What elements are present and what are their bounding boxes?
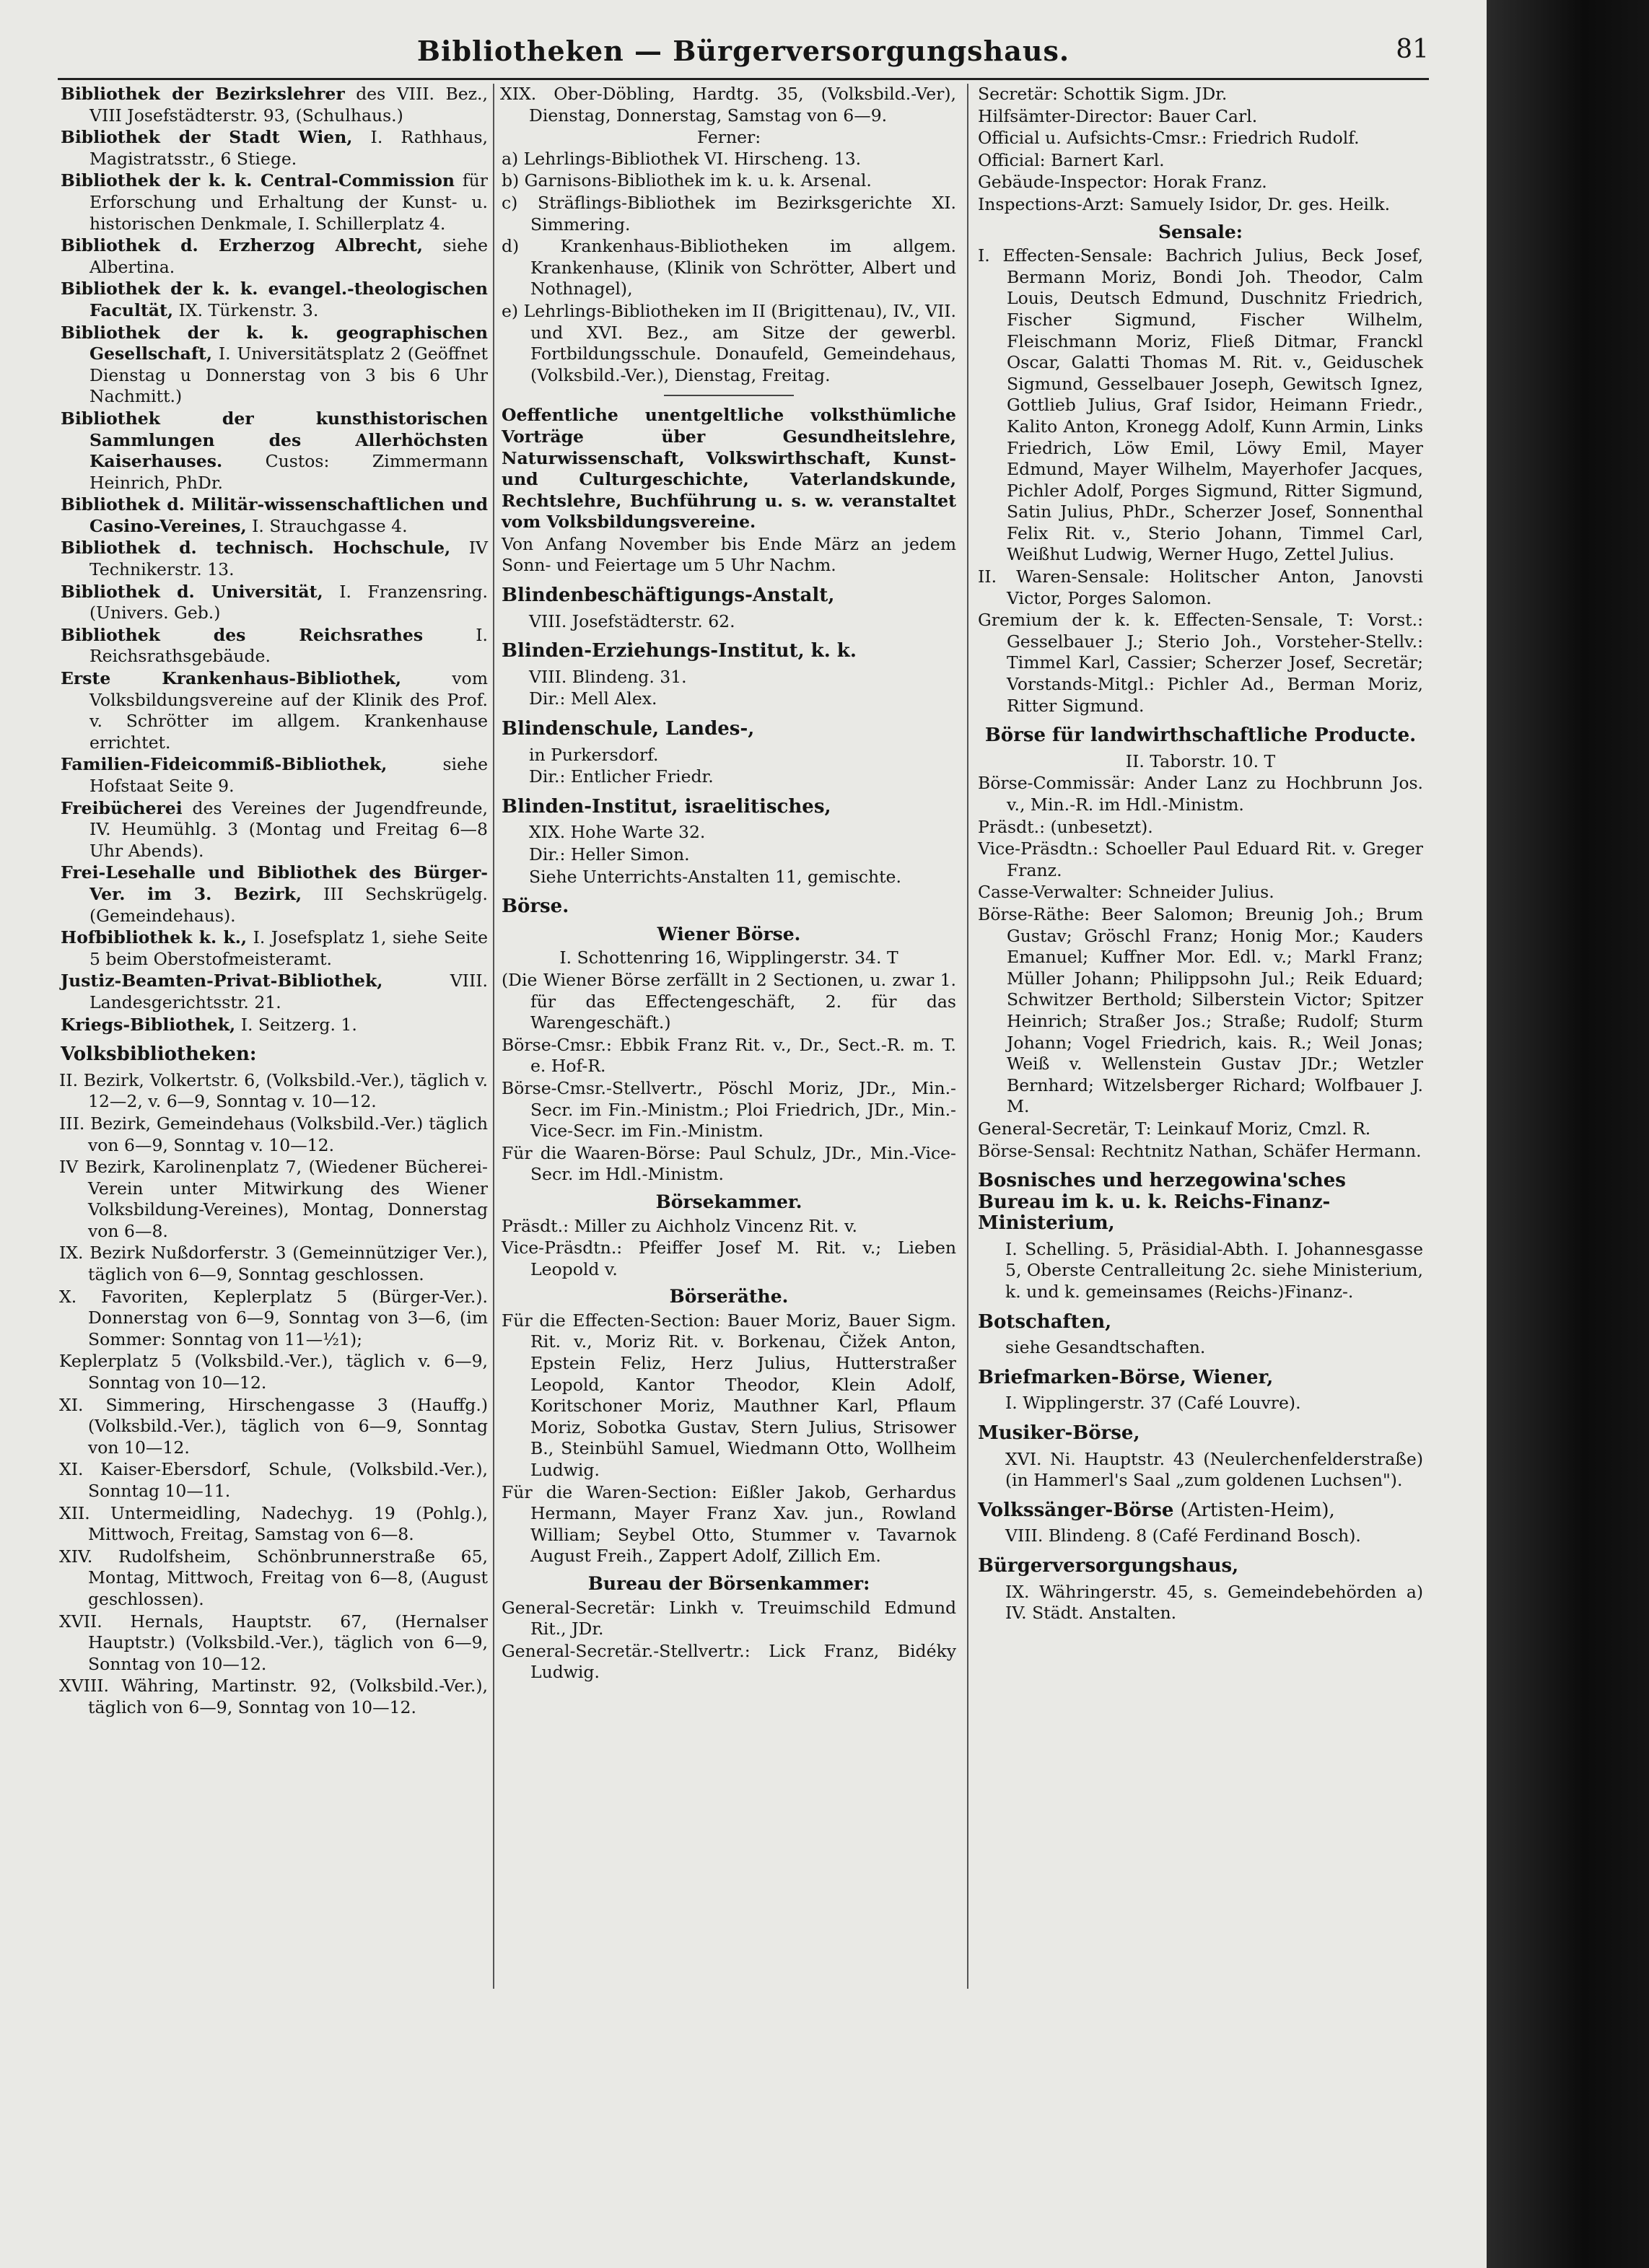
list-item bbox=[61, 798, 488, 862]
entry-note: (Die Wiener Börse zerfällt in 2 Sectionen, u. zwar 1. für das Effectengeschäft, 2. für das Warengeschäft.) bbox=[502, 969, 956, 1033]
entry-text: III Sechskrügelg. (Gemeindehaus). bbox=[89, 883, 488, 926]
entry-text: für Erforschung und Erhaltung der Kunst- u. historischen Denkmale, I. Schillerplatz 4. bbox=[89, 170, 488, 234]
list-item: Inspections-Arzt: Samuely Isidor, Dr. ges. Heilk. bbox=[978, 193, 1391, 214]
entry-heading: Musiker-Börse, bbox=[978, 1422, 1140, 1445]
column-3 bbox=[978, 84, 1423, 1625]
entry-text: IX. Türkenstr. 3. bbox=[178, 299, 319, 320]
list-item: Official: Barnert Karl. bbox=[978, 149, 1165, 170]
entry-heading: Blindenbeschäftigungs-Anstalt, bbox=[502, 584, 835, 607]
entry-name: Volkssänger-Börse bbox=[978, 1499, 1174, 1521]
list-item: Börse-Cmsr.-Stellvertr., Pöschl Moriz, JDr., Min.-Secr. im Fin.-Ministm.; Ploi Friedrich, JDr., Min.-Vice-Secr. im Fin.-Ministm. bbox=[502, 1077, 956, 1142]
list-item: Präsdt.: (unbesetzt). bbox=[978, 816, 1153, 837]
entry-heading: Blinden-Erziehungs-Institut, k. k. bbox=[502, 640, 857, 662]
entry-address: XIX. Hohe Warte 32. bbox=[529, 822, 706, 843]
entry-heading: Bürgerversorgungshaus, bbox=[978, 1555, 1239, 1577]
list-item bbox=[61, 668, 488, 753]
entry-director: Dir.: Heller Simon. bbox=[529, 844, 690, 864]
list-item: Für die Waren-Section: Eißler Jakob, Gerhardus Hermann, Mayer Franz Xav. jun., Rowland William; Seybel Otto, Stummer v. Tavarnok August Freih., Zappert Adolf, Zillich Em. bbox=[502, 1481, 956, 1567]
entry-name: Bibliothek d. Militär-wissenschaftlichen und Casino-Vereines, bbox=[61, 494, 488, 536]
list-item: Vice-Präsdtn.: Pfeiffer Josef M. Rit. v.; Lieben Leopold v. bbox=[502, 1238, 956, 1279]
list-item bbox=[61, 494, 488, 537]
list-item: c) Sträflings-Bibliothek im Bezirksgerichte XI. Simmering. bbox=[502, 192, 956, 235]
entry-name: Frei-Lesehalle und Bibliothek des Bürger-Ver. im 3. Bezirk, bbox=[61, 862, 488, 904]
list-item: III. Bezirk, Gemeindehaus (Volksbild.-Ver.) täglich von 6—9, Sonntag v. 10—12. bbox=[59, 1113, 488, 1155]
entry-heading: Börse für landwirthschaftliche Producte. bbox=[984, 724, 1417, 747]
entry-name: Bibliothek der k. k. evangel.-theologischen Facultät, bbox=[61, 279, 488, 320]
list-item bbox=[61, 625, 488, 667]
list-item: a) Lehrlings-Bibliothek VI. Hirscheng. 13. bbox=[502, 148, 862, 169]
list-item bbox=[61, 170, 488, 235]
list-item: IV Bezirk, Karolinenplatz 7, (Wiedener Bücherei-Verein unter Mitwirkung des Wiener Volksbildung-Vereines), Montag, Donnerstag von 6—8. bbox=[59, 1157, 488, 1241]
column-1 bbox=[61, 84, 488, 1720]
list-item: Keplerplatz 5 (Volksbild.-Ver.), täglich v. 6—9, Sonntag von 10—12. bbox=[59, 1351, 488, 1393]
entry-text: I. Wipplingerstr. 37 (Café Louvre). bbox=[1005, 1393, 1301, 1414]
list-item bbox=[61, 862, 488, 927]
entry-text: VIII. Landesgerichtsstr. 21. bbox=[89, 971, 488, 1012]
entry-name: Hofbibliothek k. k., bbox=[61, 927, 248, 948]
entry-heading: Briefmarken-Börse, Wiener, bbox=[978, 1366, 1274, 1388]
entry-heading: Botschaften, bbox=[978, 1310, 1112, 1333]
page-number: 81 bbox=[1396, 35, 1429, 64]
entry-text: IX. Währingerstr. 45, s. Gemeindebehörden a) IV. Städt. Anstalten. bbox=[1005, 1581, 1423, 1624]
entry-address: I. Schottenring 16, Wipplingerstr. 34. T bbox=[559, 947, 898, 968]
list-item: Für die Waaren-Börse: Paul Schulz, JDr., Min.-Vice-Secr. im Hdl.-Ministm. bbox=[502, 1142, 956, 1185]
list-item: Hilfsämter-Director: Bauer Carl. bbox=[978, 105, 1258, 126]
entry-name: Bibliothek der kunsthistorischen Sammlungen des Allerhöchsten Kaiserhauses. bbox=[61, 408, 488, 472]
list-item: XI. Simmering, Hirschengasse 3 (Hauffg.) (Volksbild.-Ver.), täglich von 6—9, Sonntag von 10—12. bbox=[59, 1394, 488, 1458]
list-item: Vice-Präsdtn.: Schoeller Paul Eduard Rit. v. Greger Franz. bbox=[978, 839, 1423, 880]
entry-name: Erste Krankenhaus-Bibliothek, bbox=[61, 668, 402, 689]
entry-heading: Bosnisches und herzegowina'sches Bureau im k. u. k. Reichs-Finanz-Ministerium, bbox=[978, 1170, 1346, 1235]
list-item: X. Favoriten, Keplerplatz 5 (Bürger-Ver.). Donnerstag von 6—9, Sonntag von 3—6, (im Sommer: Sonntag von 11—½1); bbox=[59, 1286, 488, 1349]
entry-text: des VIII. Bez., VIII Josefstädterstr. 93, (Schulhaus.) bbox=[89, 84, 488, 126]
ferner-label: Ferner: bbox=[696, 127, 761, 148]
entry-name: Bibliothek des Reichsrathes bbox=[61, 624, 424, 645]
entry-text: Custos: Zimmermann Heinrich, PhDr. bbox=[89, 451, 488, 493]
list-item bbox=[61, 538, 488, 580]
entry-text: VIII. Blindeng. 8 (Café Ferdinand Bosch). bbox=[1005, 1525, 1361, 1546]
list-item: Secretär: Schottik Sigm. JDr. bbox=[978, 84, 1228, 104]
entry-name: Bibliothek der Stadt Wien, bbox=[61, 127, 353, 148]
subsection-heading: Börseräthe. bbox=[669, 1286, 789, 1308]
list-item: Präsdt.: Miller zu Aichholz Vincenz Rit. v. bbox=[502, 1215, 857, 1236]
entry-text: siehe Hofstaat Seite 9. bbox=[89, 754, 488, 796]
entry-name: Freibücherei bbox=[61, 797, 183, 818]
list-item: Official u. Aufsichts-Cmsr.: Friedrich Rudolf. bbox=[978, 128, 1360, 149]
column-2 bbox=[502, 84, 956, 1684]
entry-text: I. Schelling. 5, Präsidial-Abth. I. Johannesgasse 5, Oberste Centralleitung 2c. siehe Ministerium, k. und k. gemeinsames (Reichs-)Finanz-. bbox=[1005, 1238, 1423, 1302]
list-item: Börse-Räthe: Beer Salomon; Breunig Joh.; Brum Gustav; Gröschl Franz; Honig Mor.; Kauders Emanuel; Kuffner Mor. Edl. v.; Markl Franz; Müller Johann; Philippsohn Jul.; Reik Eduard; Schwitzer Berthold; Silberstein Victor; Spitzer Heinrich; Straßer Jos.; Straße; Rudolf; Sturm Johann; Vogel Friedrich, kais. R.; Weil Jonas; Weiß v. Wellenstein Gustav JDr.; Wetzler Bernhard; Witzelsberger Richard; Wolfbauer J. M. bbox=[978, 903, 1423, 1117]
list-item: Gremium der k. k. Effecten-Sensale, T: Vorst.: Gesselbauer J.; Sterio Joh., Vorsteher-Stellv.: Timmel Karl, Cassier; Scherzer Josef, Secretär; Vorstands-Mitgl.: Pichler Ad., Berman Moriz, Ritter Sigmund. bbox=[978, 610, 1423, 716]
subsection-heading: Wiener Börse. bbox=[657, 923, 801, 945]
list-item: XI. Kaiser-Ebersdorf, Schule, (Volksbild.-Ver.), Sonntag 10—11. bbox=[59, 1459, 488, 1501]
list-item: XIV. Rudolfsheim, Schönbrunnerstraße 65, Montag, Mittwoch, Freitag von 6—8, (August geschlossen). bbox=[59, 1546, 488, 1609]
header-rule bbox=[58, 78, 1429, 80]
list-item: Börse-Sensal: Rechtnitz Nathan, Schäfer Hermann. bbox=[978, 1140, 1422, 1161]
list-item bbox=[61, 323, 488, 408]
divider bbox=[664, 395, 794, 396]
list-item: e) Lehrlings-Bibliotheken im II (Brigittenau), IV., VII. und XVI. Bez., am Sitze der gewerbl. Fortbildungsschule. Donaufeld, Gemeindehaus, (Volksbild.-Ver.), Dienstag, Freitag. bbox=[502, 300, 956, 385]
entry-heading bbox=[978, 1500, 1423, 1522]
entry-text: des Vereines der Jugendfreunde, IV. Heumühlg. 3 (Montag und Freitag 6—8 Uhr Abends). bbox=[89, 797, 488, 861]
entry-name: Kriegs-Bibliothek, bbox=[61, 1014, 236, 1035]
list-item: XVIII. Währing, Martinstr. 92, (Volksbild.-Ver.), täglich von 6—9, Sonntag von 10—12. bbox=[59, 1676, 488, 1717]
entry-name: Bibliothek d. Erzherzog Albrecht, bbox=[61, 235, 423, 256]
list-item bbox=[61, 1015, 488, 1036]
entry-text: I. Rathhaus, Magistratsstr., 6 Stiege. bbox=[89, 127, 488, 169]
list-item: d) Krankenhaus-Bibliotheken im allgem. Krankenhause, (Klinik von Schrötter, Albert und Nothnagel), bbox=[502, 236, 956, 299]
column-divider bbox=[493, 84, 494, 1989]
list-item bbox=[61, 582, 488, 624]
entry-name: Justiz-Beamten-Privat-Bibliothek, bbox=[61, 971, 383, 991]
list-item bbox=[61, 754, 488, 797]
list-item: b) Garnisons-Bibliothek im k. u. k. Arsenal. bbox=[502, 170, 872, 191]
list-item: XVII. Hernals, Hauptstr. 67, (Hernalser Hauptstr.) (Volksbild.-Ver.), täglich von 6—9, Sonntag von 10—12. bbox=[59, 1611, 488, 1674]
list-item: Börse-Commissär: Ander Lanz zu Hochbrunn Jos. v., Min.-R. im Hdl.-Ministm. bbox=[978, 773, 1423, 815]
section-heading: Volksbibliotheken: bbox=[61, 1043, 257, 1066]
list-item: General-Secretär, T: Leinkauf Moriz, Cmzl. R. bbox=[978, 1118, 1371, 1139]
list-item: General-Secretär.-Stellvertr.: Lick Franz, Bidéky Ludwig. bbox=[502, 1640, 956, 1683]
entry-text: IV Technikerstr. 13. bbox=[89, 538, 488, 580]
entry-address: in Purkersdorf. bbox=[529, 744, 659, 765]
entry-text: I. Reichsrathsgebäude. bbox=[89, 624, 488, 667]
entry-text: vom Volksbildungsvereine auf der Klinik des Prof. v. Schrötter im allgem. Krankenhause errichtet. bbox=[89, 668, 488, 753]
entry-director: Dir.: Mell Alex. bbox=[529, 688, 657, 709]
lecture-heading: Oeffentliche unentgeltliche volksthümliche Vorträge über Gesundheitslehre, Naturwissenschaft, Volkswirthschaft, Kunst- und Culturgeschichte, Vaterlandskunde, Rechtslehre, Buchführung u. s. w. veranstaltet vom Volksbildungsvereine. bbox=[502, 405, 956, 533]
entry-address: II. Taborstr. 10. T bbox=[1125, 750, 1276, 771]
section-heading: Börse. bbox=[502, 896, 569, 918]
entry-address: VIII. Josefstädterstr. 62. bbox=[529, 610, 735, 631]
lecture-text: Von Anfang November bis Ende März an jedem Sonn- und Feiertage um 5 Uhr Nachm. bbox=[502, 533, 956, 576]
entry-text: siehe Gesandtschaften. bbox=[1005, 1337, 1206, 1358]
entry-text: XVI. Ni. Hauptstr. 43 (Neulerchenfelderstraße) (in Hammerl's Saal „zum goldenen Luchsen"). bbox=[1005, 1448, 1423, 1491]
entry-name: Bibliothek d. Universität, bbox=[61, 581, 323, 602]
entry-text: I. Seitzerg. 1. bbox=[240, 1014, 357, 1035]
list-item: IX. Bezirk Nußdorferstr. 3 (Gemeinnütziger Ver.), täglich von 6—9, Sonntag geschlossen. bbox=[59, 1243, 488, 1285]
list-item: General-Secretär: Linkh v. Treuimschild Edmund Rit., JDr. bbox=[502, 1597, 956, 1639]
scan-border bbox=[1487, 0, 1649, 2268]
entry-text: I. Josefsplatz 1, siehe Seite 5 beim Oberstofmeisteramt. bbox=[89, 927, 488, 969]
list-item bbox=[61, 927, 488, 970]
entry-text: I. Strauchgasse 4. bbox=[252, 515, 408, 536]
entry-name: Bibliothek der Bezirkslehrer bbox=[61, 84, 345, 104]
list-item: Casse-Verwalter: Schneider Julius. bbox=[978, 882, 1274, 903]
subsection-heading: Börsekammer. bbox=[655, 1191, 802, 1212]
list-item bbox=[61, 235, 488, 278]
entry-heading: Blinden-Institut, israelitisches, bbox=[502, 795, 831, 818]
list-item: XII. Untermeidling, Nadechyg. 19 (Pohlg.), Mittwoch, Freitag, Samstag von 6—8. bbox=[59, 1502, 488, 1545]
entry-heading: Blindenschule, Landes-, bbox=[502, 718, 755, 740]
list-item: Börse-Cmsr.: Ebbik Franz Rit. v., Dr., Sect.-R. m. T. e. Hof-R. bbox=[502, 1034, 956, 1077]
list-item: XIX. Ober-Döbling, Hardtg. 35, (Volksbild.-Ver), Dienstag, Donnerstag, Samstag von 6—9. bbox=[500, 84, 956, 126]
list-item bbox=[61, 971, 488, 1013]
list-item bbox=[61, 127, 488, 170]
list-item: I. Effecten-Sensale: Bachrich Julius, Beck Josef, Bermann Moriz, Bondi Joh. Theodor, Calm Louis, Deutsch Edmund, Duschnitz Friedrich, Fischer Sigmund, Fischer Wilhelm, Fleischmann Moriz, Fließ Ditmar, Franckl Oscar, Galatti Thomas M. Rit. v., Geiduschek Sigmund, Gesselbauer Joseph, Gewitsch Ignez, Gottlieb Julius, Graf Isidor, Heimann Friedr., Kalito Anton, Kronegg Adolf, Kunn Armin, Links Friedrich, Löw Emil, Löwy Emil, Mayer Edmund, Mayer Wilhelm, Mayerhofer Jacques, Pichler Adolf, Porges Sigmund, Ritter Sigmund, Satin Julius, PhDr., Scherzer Josef, Sonnenthal Felix Rit. v., Sterio Johann, Timmel Carl, Weißhut Ludwig, Werner Hugo, Zettel Julius. bbox=[978, 245, 1423, 565]
column-divider bbox=[967, 84, 968, 1989]
list-item bbox=[61, 84, 488, 126]
page-header bbox=[58, 35, 1429, 78]
entry-name: Bibliothek der k. k. Central-Commission bbox=[61, 170, 455, 191]
entry-text: I. Franzensring. (Univers. Geb.) bbox=[89, 581, 488, 623]
entry-director: Dir.: Entlicher Friedr. bbox=[529, 766, 714, 787]
entry-note: Siehe Unterrichts-Anstalten 11, gemischte. bbox=[529, 866, 901, 887]
list-item: II. Bezirk, Volkertstr. 6, (Volksbild.-Ver.), täglich v. 12—2, v. 6—9, Sonntag v. 10—12. bbox=[59, 1069, 488, 1112]
entry-name: Bibliothek d. technisch. Hochschule, bbox=[61, 538, 451, 559]
entry-name-suffix: (Artisten-Heim), bbox=[1180, 1499, 1335, 1521]
entry-address: VIII. Blindeng. 31. bbox=[529, 666, 687, 687]
entry-name: Bibliothek der k. k. geographischen Gesellschaft, bbox=[61, 322, 488, 364]
list-item: Für die Effecten-Section: Bauer Moriz, Bauer Sigm. Rit. v., Moriz Rit. v. Borkenau, Čižek Anton, Epstein Feliz, Herz Julius, Hutterstraßer Leopold, Kantor Theodor, Klein Adolf, Koritschoner Moriz, Mauthner Karl, Pflaum Moriz, Sobotka Gustav, Stern Julius, Strisower B., Steinbühl Samuel, Wiedmann Otto, Wollheim Ludwig. bbox=[502, 1310, 956, 1481]
list-item: II. Waren-Sensale: Holitscher Anton, Janovsti Victor, Porges Salomon. bbox=[978, 566, 1423, 608]
list-item bbox=[61, 279, 488, 321]
entry-name: Familien-Fideicommiß-Bibliothek, bbox=[61, 754, 388, 775]
subsection-heading: Bureau der Börsenkammer: bbox=[587, 1573, 870, 1594]
list-item bbox=[61, 408, 488, 494]
running-title: Bibliotheken — Bürgerversorgungshaus. bbox=[416, 35, 1070, 67]
entry-text: siehe Albertina. bbox=[89, 235, 488, 277]
subsection-heading: Sensale: bbox=[1158, 221, 1243, 242]
list-item: Gebäude-Inspector: Horak Franz. bbox=[978, 172, 1267, 193]
entry-text: I. Universitätsplatz 2 (Geöffnet Dienstag u Donnerstag von 3 bis 6 Uhr Nachmitt.) bbox=[89, 343, 488, 407]
